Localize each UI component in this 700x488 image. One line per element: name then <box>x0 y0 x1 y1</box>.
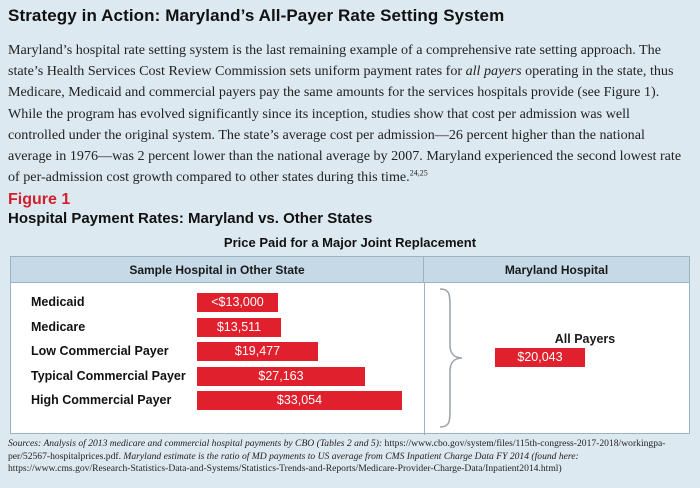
footnote-ref: 24,25 <box>409 168 428 178</box>
column-divider <box>424 283 425 435</box>
figure-title: Hospital Payment Rates: Maryland vs. Other States <box>8 210 373 227</box>
chart-title: Price Paid for a Major Joint Replacement <box>223 235 477 250</box>
paragraph-text-1: Maryland’s hospital rate setting system is the last remaining example of a comprehensive rate setting approach. The state’s Health Services Cost Review Commission sets uniform payment rates for <box>8 42 661 80</box>
other-state-header: Sample Hospital in Other State <box>11 257 424 283</box>
source-url-2: https://www.cms.gov/Research-Statistics-Data-and-Systems/Statistics-Trends-and-Reports/Medicare-Provider-Charge-Data/Inpatient2014.html) <box>8 463 562 475</box>
paragraph-italic: all payers <box>465 63 522 80</box>
source-url-1: https://www.cbo.gov/system/files/115th-congress-2017-2018/workingpa-per/52567-hospitalprices.pdf. <box>8 438 666 462</box>
figure-label: Figure 1 <box>8 191 71 208</box>
chart-panel <box>10 256 690 434</box>
row-label-1: Medicaid <box>31 295 85 309</box>
bar-value-4: $27,163 <box>258 368 304 383</box>
row-label-2: Medicare <box>31 319 86 334</box>
row-label-3: Low Commercial Payer <box>31 344 169 358</box>
source-text-2: Maryland estimate is the ratio of MD payments to US average from CMS Inpatient Charge Data FY 2014 (found here: <box>120 450 579 462</box>
body-paragraph <box>8 40 690 188</box>
maryland-bar-value: $20,043 <box>517 350 563 364</box>
bar-value-2: $13,511 <box>216 319 262 334</box>
bar-value-5: $33,054 <box>276 393 323 407</box>
maryland-payer-label: All Payers <box>554 332 616 346</box>
sources-note <box>8 438 692 476</box>
box-title: Strategy in Action: Maryland’s All-Payer Rate Setting System <box>8 6 505 25</box>
row-label-5: High Commercial Payer <box>31 393 172 407</box>
paragraph-text-2: operating in the state, thus Medicare, Medicaid and commercial payers pay the same amounts for the services hospitals provide (see Figure 1). While the program has evolved significantly since its inception, studies show that cost per admission was well controlled under the original system. The state’s average cost per admission—26 percent higher than the national average in 1976—was 2 percent lower than the national average by 2007. Maryland experienced the second lowest rate of per-admission cost growth compared to other states during this time. <box>8 63 682 186</box>
bar-value-1: <$13,000 <box>211 295 264 309</box>
brace-icon <box>436 287 466 429</box>
row-label-4: Typical Commercial Payer <box>31 368 186 383</box>
source-text-1: Sources: Analysis of 2013 medicare and commercial hospital payments by CBO (Tables 2 and 5): <box>8 438 385 449</box>
maryland-header: Maryland Hospital <box>424 257 689 283</box>
bar-value-3: $19,477 <box>234 344 281 358</box>
